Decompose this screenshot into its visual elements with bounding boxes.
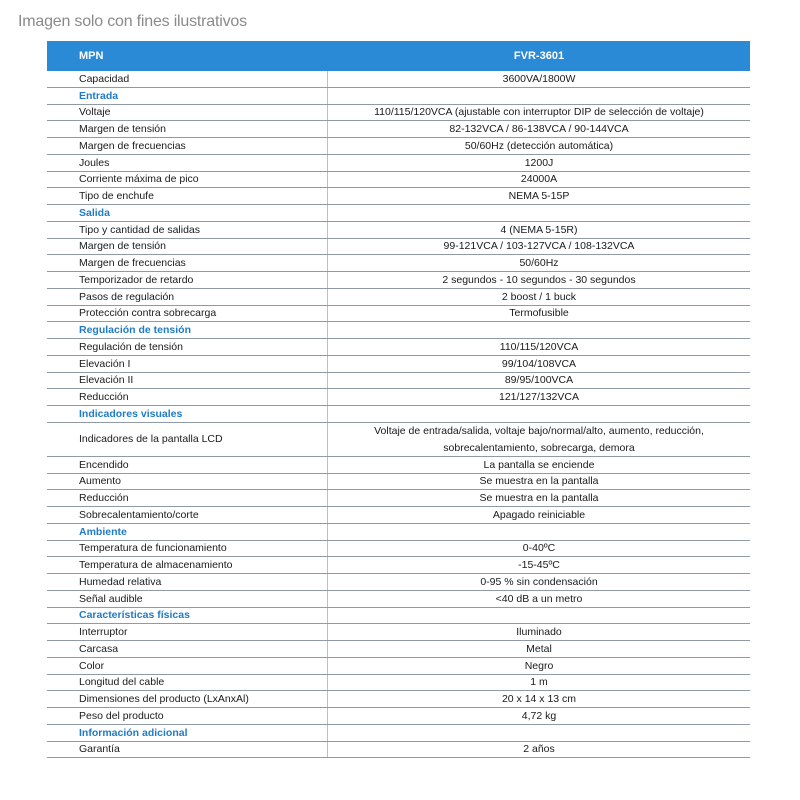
- spec-label: Garantía: [47, 742, 328, 758]
- section-header: [47, 524, 750, 541]
- spec-table: [47, 41, 750, 758]
- table-row: [47, 105, 750, 122]
- spec-label: Margen de frecuencias: [47, 138, 328, 154]
- table-row: [47, 373, 750, 390]
- table-row: [47, 507, 750, 524]
- table-row: [47, 541, 750, 558]
- section-title: Características físicas: [47, 608, 328, 624]
- spec-value: [328, 725, 750, 741]
- spec-value: Apagado reiniciable: [492, 508, 586, 521]
- spec-value: 50/60Hz (detección automática): [464, 139, 614, 152]
- table-row: [47, 624, 750, 641]
- spec-value: 2 años: [523, 743, 555, 756]
- spec-value: [328, 423, 750, 456]
- spec-value: 89/95/100VCA: [504, 374, 574, 387]
- spec-value: Termofusible: [509, 307, 569, 320]
- table-row: [47, 557, 750, 574]
- spec-label: Protección contra sobrecarga: [47, 306, 328, 322]
- table-row: [47, 239, 750, 256]
- table-row: [47, 423, 750, 457]
- spec-label: Reducción: [47, 389, 328, 405]
- spec-value: Se muestra en la pantalla: [479, 475, 599, 488]
- section-header: [47, 406, 750, 423]
- table-row: [47, 339, 750, 356]
- spec-value: 121/127/132VCA: [499, 391, 579, 404]
- spec-value: [328, 608, 750, 624]
- spec-value-line: sobrecalentamiento, sobrecarga, demora: [443, 441, 635, 454]
- spec-label: Señal audible: [47, 591, 328, 607]
- spec-value: [328, 322, 750, 338]
- spec-label: Tipo y cantidad de salidas: [47, 222, 328, 238]
- table-row: [47, 222, 750, 239]
- spec-label: Indicadores de la pantalla LCD: [47, 423, 328, 456]
- spec-value: [328, 205, 750, 221]
- spec-value: 24000A: [520, 173, 558, 186]
- table-row: [47, 255, 750, 272]
- spec-value: [328, 524, 750, 540]
- section-title: Información adicional: [47, 725, 328, 741]
- spec-label: Elevación I: [47, 356, 328, 372]
- spec-value: 99-121VCA / 103-127VCA / 108-132VCA: [443, 240, 635, 253]
- table-row: [47, 641, 750, 658]
- spec-value: 50/60Hz: [519, 257, 559, 270]
- spec-label: Dimensiones del producto (LxAnxAl): [47, 691, 328, 707]
- table-row: [47, 474, 750, 491]
- section-header: [47, 88, 750, 105]
- table-row: [47, 574, 750, 591]
- spec-value: 0-40ºC: [522, 542, 556, 555]
- table-row: [47, 591, 750, 608]
- table-row: [47, 490, 750, 507]
- section-header: [47, 205, 750, 222]
- header-label: MPN: [79, 50, 104, 62]
- spec-label: Interruptor: [47, 624, 328, 640]
- spec-label: Temperatura de funcionamiento: [47, 541, 328, 557]
- table-row: [47, 457, 750, 474]
- spec-label: Joules: [47, 155, 328, 171]
- spec-label: Temporizador de retardo: [47, 272, 328, 288]
- spec-value: -15-45ºC: [518, 559, 560, 572]
- spec-label: Reducción: [47, 490, 328, 506]
- spec-value: NEMA 5-15P: [508, 190, 570, 203]
- header-model: FVR-3601: [513, 50, 565, 62]
- table-row: [47, 675, 750, 692]
- table-row: [47, 188, 750, 205]
- section-title: Regulación de tensión: [47, 322, 328, 338]
- section-header: [47, 725, 750, 742]
- table-row: [47, 71, 750, 88]
- spec-value: <40 dB a un metro: [495, 592, 583, 605]
- table-header: [47, 41, 750, 71]
- table-row: [47, 155, 750, 172]
- spec-label: Humedad relativa: [47, 574, 328, 590]
- table-row: [47, 272, 750, 289]
- section-title: Entrada: [47, 88, 328, 104]
- table-row: [47, 306, 750, 323]
- table-body: [47, 71, 750, 758]
- spec-value: 0-95 % sin condensación: [480, 575, 598, 588]
- spec-label: Temperatura de almacenamiento: [47, 557, 328, 573]
- table-row: [47, 138, 750, 155]
- section-title: Ambiente: [47, 524, 328, 540]
- spec-value: Iluminado: [516, 626, 562, 639]
- spec-label: Pasos de regulación: [47, 289, 328, 305]
- table-row: [47, 121, 750, 138]
- table-row: [47, 742, 750, 759]
- spec-label: Margen de frecuencias: [47, 255, 328, 271]
- spec-label: Margen de tensión: [47, 121, 328, 137]
- spec-label: Longitud del cable: [47, 675, 328, 691]
- spec-value: La pantalla se enciende: [483, 458, 595, 471]
- section-title: Salida: [47, 205, 328, 221]
- spec-label: Peso del producto: [47, 708, 328, 724]
- illustrative-note: Imagen solo con fines ilustrativos: [18, 13, 247, 30]
- spec-label: Carcasa: [47, 641, 328, 657]
- section-title: Indicadores visuales: [47, 406, 328, 422]
- spec-label: Capacidad: [47, 71, 328, 87]
- spec-value: 3600VA/1800W: [502, 72, 576, 85]
- table-row: [47, 658, 750, 675]
- table-row: [47, 389, 750, 406]
- spec-label: Elevación II: [47, 373, 328, 389]
- spec-value: 4,72 kg: [521, 709, 557, 722]
- section-header: [47, 322, 750, 339]
- spec-label: Color: [47, 658, 328, 674]
- spec-value: 1200J: [524, 156, 554, 169]
- spec-label: Regulación de tensión: [47, 339, 328, 355]
- spec-value: [328, 88, 750, 104]
- spec-label: Sobrecalentamiento/corte: [47, 507, 328, 523]
- table-row: [47, 708, 750, 725]
- table-row: [47, 691, 750, 708]
- spec-value: 2 boost / 1 buck: [501, 290, 577, 303]
- spec-value: 4 (NEMA 5-15R): [500, 223, 578, 236]
- spec-value: Negro: [524, 659, 554, 672]
- spec-value: 82-132VCA / 86-138VCA / 90-144VCA: [449, 123, 629, 136]
- spec-label: Voltaje: [47, 105, 328, 121]
- spec-value: Metal: [526, 642, 552, 655]
- spec-label: Aumento: [47, 474, 328, 490]
- spec-value: 20 x 14 x 13 cm: [501, 693, 577, 706]
- spec-value: 2 segundos - 10 segundos - 30 segundos: [442, 273, 636, 286]
- spec-label: Tipo de enchufe: [47, 188, 328, 204]
- spec-value: [328, 406, 750, 422]
- table-row: [47, 356, 750, 373]
- spec-value: 99/104/108VCA: [501, 357, 577, 370]
- spec-value: 1 m: [530, 676, 548, 689]
- section-header: [47, 608, 750, 625]
- spec-label: Corriente máxima de pico: [47, 172, 328, 188]
- table-row: [47, 289, 750, 306]
- table-row: [47, 172, 750, 189]
- spec-label: Encendido: [47, 457, 328, 473]
- spec-value: 110/115/120VCA (ajustable con interruptor DIP de selección de voltaje): [374, 106, 704, 119]
- spec-value: 110/115/120VCA: [499, 340, 579, 353]
- spec-value-line: Voltaje de entrada/salida, voltaje bajo/normal/alto, aumento, reducción,: [374, 425, 704, 437]
- spec-label: Margen de tensión: [47, 239, 328, 255]
- spec-value: Se muestra en la pantalla: [479, 492, 599, 505]
